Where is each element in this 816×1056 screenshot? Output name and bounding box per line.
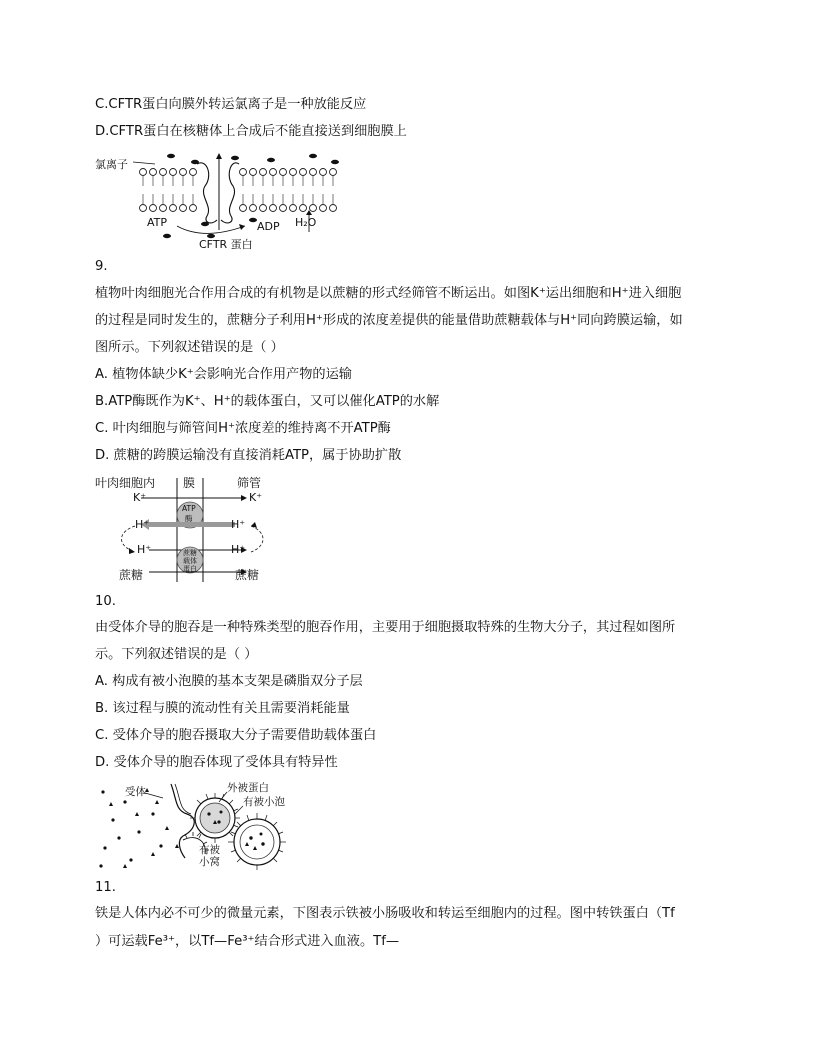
fig9-membrane-title: 膜 xyxy=(183,476,196,490)
q9-stem-line-1: 植物叶肉细胞光合作用合成的有机物是以蔗糖的形式经筛管不断运出。如图K⁺运出细胞和H⁺进入细胞 xyxy=(95,286,682,301)
fig9-carrier-line3: 蛋白 xyxy=(183,565,197,573)
q9-stem-line-2: 的过程是同时发生的，蔗糖分子利用H⁺形成的浓度差提供的能量借助蔗糖载体与H⁺同向跨膜运输，如 xyxy=(95,313,683,328)
q8-option-c: C.CFTR蛋白向膜外转运氯离子是一种放能反应 xyxy=(95,97,367,112)
fig9-right-title: 筛管 xyxy=(237,476,262,490)
q10-stem-line-2: 示。下列叙述错误的是（ ） xyxy=(95,647,258,662)
fig9-k-left: K⁺ xyxy=(133,491,147,504)
q11-number: 11. xyxy=(95,880,116,895)
fig9-h-right-1: H⁺ xyxy=(231,518,246,531)
q10-option-b: B. 该过程与膜的流动性有关且需要消耗能量 xyxy=(95,701,350,716)
q10-option-c: C. 受体介导的胞吞摄取大分子需要借助载体蛋白 xyxy=(95,728,377,743)
sucrose-transport-figure xyxy=(95,474,285,584)
fig10-coated-vesicle-label: 有被小泡 xyxy=(243,796,285,808)
fig9-atpase-line2: 酶 xyxy=(185,514,193,523)
endocytosis-figure xyxy=(95,780,310,872)
adp-label: ADP xyxy=(257,220,280,233)
fig9-k-right: K⁺ xyxy=(249,491,263,504)
q10-option-a: A. 构成有被小泡膜的基本支架是磷脂双分子层 xyxy=(95,674,363,689)
atp-label: ATP xyxy=(147,216,168,229)
fig10-coated-pit-line1: 有被 xyxy=(199,844,220,856)
fig9-atpase-line1: ATP xyxy=(182,504,196,513)
q11-stem-line-1: 铁是人体内必不可少的微量元素，下图表示铁被小肠吸收和转运至细胞内的过程。图中转铁蛋白（Tf xyxy=(95,906,675,921)
fig9-carrier-line2: 载体 xyxy=(183,557,197,565)
q9-option-b: B.ATP酶既作为K⁺、H⁺的载体蛋白，又可以催化ATP的水解 xyxy=(95,394,440,409)
fig9-h-left-1: H⁺ xyxy=(135,518,150,531)
fig10-coated-pit-line2: 小窝 xyxy=(199,856,220,868)
cftr-diagram xyxy=(95,150,345,250)
cftr-protein-label: CFTR 蛋白 xyxy=(199,238,253,251)
q9-option-c: C. 叶肉细胞与筛管间H⁺浓度差的维持离不开ATP酶 xyxy=(95,421,391,436)
q11-stem-line-2: ）可运载Fe³⁺，以Tf—Fe³⁺结合形式进入血液。Tf— xyxy=(95,934,400,949)
fig10-coat-protein-label: 外被蛋白 xyxy=(227,782,269,794)
fig9-sucrose-left: 蔗糖 xyxy=(119,568,144,582)
q10-option-d: D. 受体介导的胞吞体现了受体具有特异性 xyxy=(95,755,338,770)
q10-stem-line-1: 由受体介导的胞吞是一种特殊类型的胞吞作用，主要用于细胞摄取特殊的生物大分子，其过程如图所 xyxy=(95,620,676,635)
fig9-left-title: 叶肉细胞内 xyxy=(95,476,156,490)
water-label: H₂O xyxy=(295,216,317,229)
fig10-receptor-label: 受体 xyxy=(125,786,146,798)
fig9-h-right-2: H⁺ xyxy=(231,543,246,556)
q9-option-d: D. 蔗糖的跨膜运输没有直接消耗ATP，属于协助扩散 xyxy=(95,448,402,463)
fig9-sucrose-right: 蔗糖 xyxy=(235,568,260,582)
fig9-carrier-line1: 蔗糖 xyxy=(183,549,197,557)
cftr-membrane-figure xyxy=(95,150,345,250)
q10-number: 10. xyxy=(95,594,116,609)
chloride-label: 氯离子 xyxy=(95,158,128,171)
q9-number: 9. xyxy=(95,259,108,274)
q8-option-d: D.CFTR蛋白在核糖体上合成后不能直接送到细胞膜上 xyxy=(95,124,407,139)
fig9-h-left-2: H⁺ xyxy=(137,543,152,556)
q9-option-a: A. 植物体缺少K⁺会影响光合作用产物的运输 xyxy=(95,367,352,382)
q9-stem-line-3: 图所示。下列叙述错误的是（ ） xyxy=(95,340,284,355)
